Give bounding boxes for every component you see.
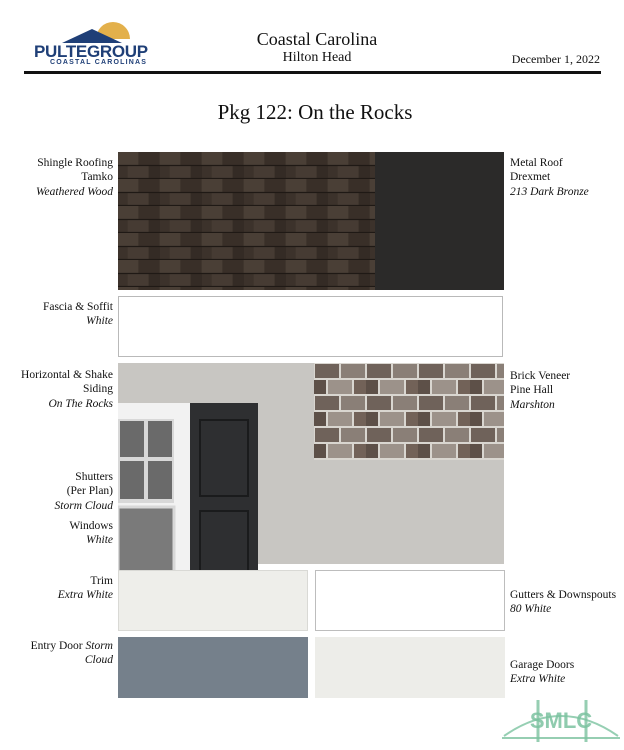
bridge-icon — [500, 690, 622, 745]
fascia-label: Fascia & Soffit White — [42, 301, 113, 328]
watermark-text: SMLC — [529, 708, 593, 733]
entry-door-label: Entry Door Storm Cloud — [30, 640, 113, 667]
logo-roof-icon — [62, 29, 122, 43]
gutters-swatch — [315, 570, 505, 631]
windows-label: Windows White — [69, 520, 113, 547]
logo-wordmark: PULTEGROUP — [34, 42, 148, 61]
shingle-texture — [118, 152, 375, 290]
trim-label: Trim Extra White — [57, 575, 113, 602]
smlc-watermark — [500, 690, 622, 745]
entry-door-swatch — [118, 637, 308, 698]
garage-door-swatch — [315, 637, 505, 698]
document-date: December 1, 2022 — [511, 52, 600, 66]
community-location: Hilton Head — [282, 50, 352, 65]
metal-roof-label: Metal Roof Drexmet 213 Dark Bronze — [510, 157, 589, 198]
siding-label: Horizontal & Shake Siding On The Rocks — [21, 369, 113, 410]
fascia-soffit-swatch — [118, 296, 503, 357]
trim-swatch — [118, 570, 308, 631]
logo-subtext: COASTAL CAROLINAS — [50, 59, 148, 66]
garage-label: Garage Doors Extra White — [510, 659, 575, 686]
gutters-label: Gutters & Downspouts 80 White — [510, 589, 617, 616]
shingle-roofing-swatch — [118, 152, 375, 290]
metal-roof-swatch — [375, 152, 504, 290]
community-title: Coastal Carolina — [256, 29, 378, 49]
brick-veneer-swatch — [314, 363, 504, 460]
brick-texture — [314, 363, 504, 460]
shutters-label: Shutters (Per Plan) Storm Cloud — [54, 471, 113, 512]
header-divider — [24, 71, 601, 74]
shingle-label: Shingle Roofing Tamko Weathered Wood — [36, 157, 113, 198]
package-title: Pkg 122: On the Rocks — [217, 100, 413, 124]
brick-label: Brick Veneer Pine Hall Marshton — [510, 370, 571, 411]
